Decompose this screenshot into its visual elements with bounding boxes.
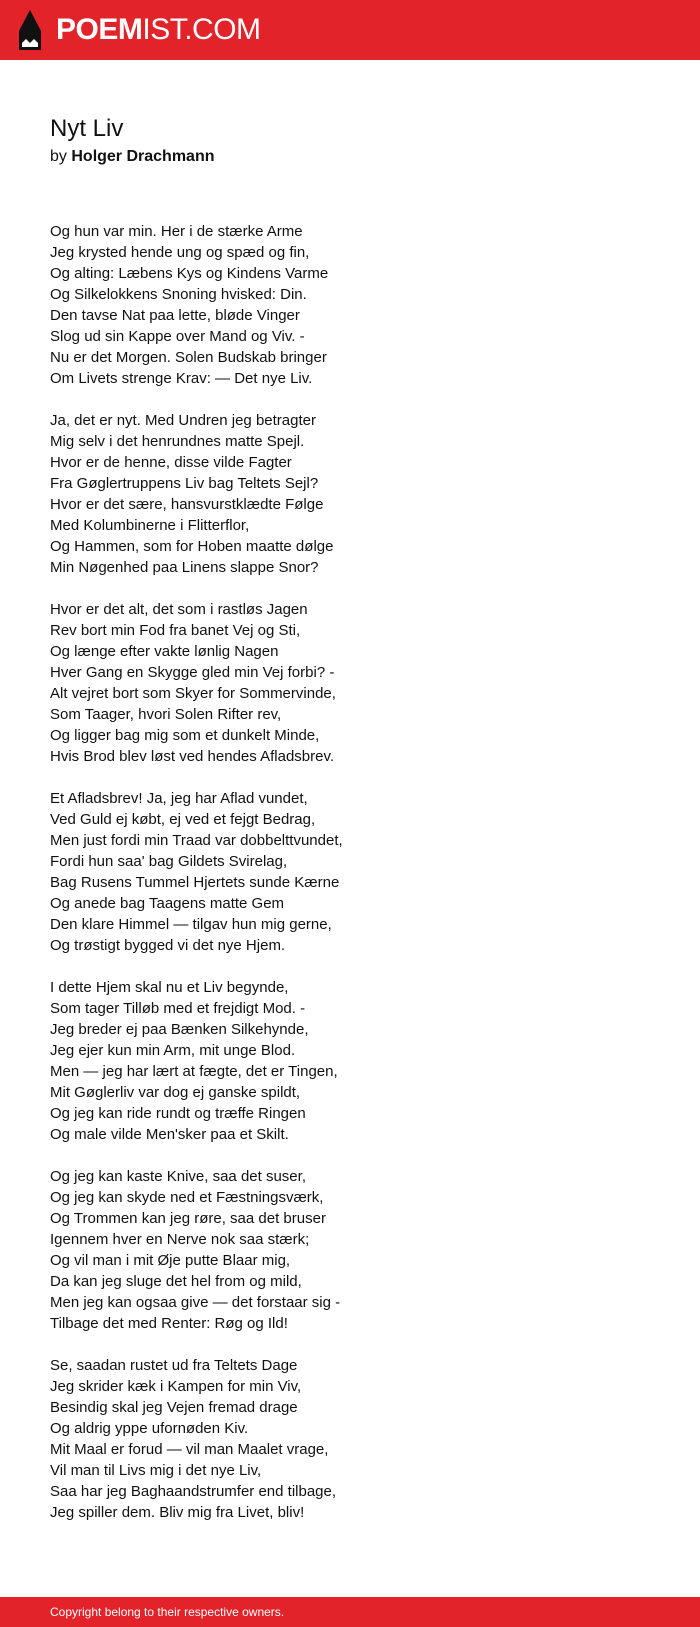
poem-line: Rev bort min Fod fra banet Vej og Sti, bbox=[50, 622, 301, 639]
poem-line: Som tager Tilløb med et frejdigt Mod. - bbox=[50, 1000, 306, 1017]
poem-line: Om Livets strenge Krav: — Det nye Liv. bbox=[50, 370, 313, 387]
poem-line: Og hun var min. Her i de stærke Arme bbox=[50, 223, 303, 240]
poem-line: Og jeg kan ride rundt og træffe Ringen bbox=[50, 1105, 306, 1122]
poem-line: Og alting: Læbens Kys og Kindens Varme bbox=[50, 265, 329, 282]
poem-line: Et Afladsbrev! Ja, jeg har Aflad vundet, bbox=[50, 790, 308, 807]
brand-light-text: IST.COM bbox=[142, 13, 261, 46]
site-header bbox=[0, 0, 700, 60]
poem-line: Og anede bag Taagens matte Gem bbox=[50, 895, 285, 912]
poem-line: Og jeg kan skyde ned et Fæstningsværk, bbox=[50, 1189, 324, 1206]
poem-line: Fordi hun saa' bag Gildets Svirelag, bbox=[50, 853, 288, 870]
poem-line: Tilbage det med Renter: Røg og Ild! bbox=[50, 1315, 288, 1332]
poem-line: Slog ud sin Kappe over Mand og Viv. - bbox=[50, 328, 305, 345]
poem-line: Den tavse Nat paa lette, bløde Vinger bbox=[50, 307, 300, 324]
poem-title: Nyt Liv bbox=[50, 115, 124, 142]
poem-line: Hvis Brod blev løst ved hendes Afladsbrev. bbox=[50, 748, 335, 765]
poem-line: Besindig skal jeg Vejen fremad drage bbox=[50, 1399, 298, 1416]
poem-line: Og male vilde Men'sker paa et Skilt. bbox=[50, 1126, 289, 1143]
poem-line: Jeg skrider kæk i Kampen for min Viv, bbox=[50, 1378, 302, 1395]
poem-line: Men jeg kan ogsaa give — det forstaar sig - bbox=[50, 1294, 341, 1311]
poem-line: Og aldrig yppe ufornøden Kiv. bbox=[50, 1420, 249, 1437]
poem-line: Ja, det er nyt. Med Undren jeg betragter bbox=[50, 412, 316, 429]
pencil-icon bbox=[18, 9, 42, 51]
poem-line: Men — jeg har lært at fægte, det er Tingen, bbox=[50, 1063, 338, 1080]
site-logo-link[interactable] bbox=[18, 0, 261, 60]
poem-line: Og Trommen kan jeg røre, saa det bruser bbox=[50, 1210, 326, 1227]
poem-line: Fra Gøglertruppens Liv bag Teltets Sejl? bbox=[50, 475, 319, 492]
site-footer bbox=[0, 1597, 700, 1627]
site-brand bbox=[56, 0, 261, 60]
poem-line: Ved Guld ej købt, ej ved et fejgt Bedrag, bbox=[50, 811, 316, 828]
byline bbox=[50, 146, 670, 168]
poem-line: Og ligger bag mig som et dunkelt Minde, bbox=[50, 727, 320, 744]
poem-line: Min Nøgenhed paa Linens slappe Snor? bbox=[50, 559, 319, 576]
copyright-text: Copyright belong to their respective owners. bbox=[50, 1605, 285, 1619]
poem-line: Vil man til Livs mig i det nye Liv, bbox=[50, 1462, 262, 1479]
author-link[interactable]: Holger Drachmann bbox=[71, 148, 215, 165]
poem-line: Hvor er det sære, hansvurstklædte Følge bbox=[50, 496, 324, 513]
poem-line: Bag Rusens Tummel Hjertets sunde Kærne bbox=[50, 874, 340, 891]
poem-stanza bbox=[50, 1355, 670, 1523]
poem-line: Alt vejret bort som Skyer for Sommervinde, bbox=[50, 685, 336, 702]
poem-line: Igennem hver en Nerve nok saa stærk; bbox=[50, 1231, 310, 1248]
poem-line: Og længe efter vakte lønlig Nagen bbox=[50, 643, 279, 660]
poem-line: Den klare Himmel — tilgav hun mig gerne, bbox=[50, 916, 332, 933]
poem-line: Jeg krysted hende ung og spæd og fin, bbox=[50, 244, 310, 261]
poem-stanza bbox=[50, 1166, 670, 1334]
poem-line: Jeg ejer kun min Arm, mit unge Blod. bbox=[50, 1042, 296, 1059]
by-label: by bbox=[50, 148, 67, 165]
poem-line: Hver Gang en Skygge gled min Vej forbi? - bbox=[50, 664, 335, 681]
poem-line: Jeg breder ej paa Bænken Silkehynde, bbox=[50, 1021, 309, 1038]
poem-line: Hvor er det alt, det som i rastløs Jagen bbox=[50, 601, 308, 618]
poem-line: Jeg spiller dem. Bliv mig fra Livet, bliv! bbox=[50, 1504, 305, 1521]
brand-strong-text: POEM bbox=[56, 13, 143, 46]
poem-line: Og trøstigt bygged vi det nye Hjem. bbox=[50, 937, 286, 954]
poem-stanza bbox=[50, 599, 670, 767]
poem-line: Og Hammen, som for Hoben maatte dølge bbox=[50, 538, 334, 555]
poem-body bbox=[50, 221, 670, 1523]
poem-stanza bbox=[50, 410, 670, 578]
poem-stanza bbox=[50, 221, 670, 389]
poem-line: Og jeg kan kaste Knive, saa det suser, bbox=[50, 1168, 306, 1185]
poem-line: Da kan jeg sluge det hel from og mild, bbox=[50, 1273, 302, 1290]
poem-line: Mig selv i det henrundnes matte Spejl. bbox=[50, 433, 305, 450]
poem-line: Og vil man i mit Øje putte Blaar mig, bbox=[50, 1252, 291, 1269]
poem-line: Som Taager, hvori Solen Rifter rev, bbox=[50, 706, 282, 723]
poem-line: I dette Hjem skal nu et Liv begynde, bbox=[50, 979, 289, 996]
poem-stanza bbox=[50, 788, 670, 956]
poem-line: Og Silkelokkens Snoning hvisked: Din. bbox=[50, 286, 307, 303]
poem-line: Hvor er de henne, disse vilde Fagter bbox=[50, 454, 292, 471]
poem-line: Men just fordi min Traad var dobbelttvundet, bbox=[50, 832, 343, 849]
poem-line: Mit Gøglerliv var dog ej ganske spildt, bbox=[50, 1084, 301, 1101]
poem-line: Saa har jeg Baghaandstrumfer end tilbage, bbox=[50, 1483, 337, 1500]
poem-stanza bbox=[50, 977, 670, 1145]
poem-line: Se, saadan rustet ud fra Teltets Dage bbox=[50, 1357, 298, 1374]
poem-line: Mit Maal er forud — vil man Maalet vrage, bbox=[50, 1441, 329, 1458]
poem-container bbox=[50, 114, 670, 1544]
poem-line: Nu er det Morgen. Solen Budskab bringer bbox=[50, 349, 327, 366]
poem-line: Med Kolumbinerne i Flitterflor, bbox=[50, 517, 250, 534]
